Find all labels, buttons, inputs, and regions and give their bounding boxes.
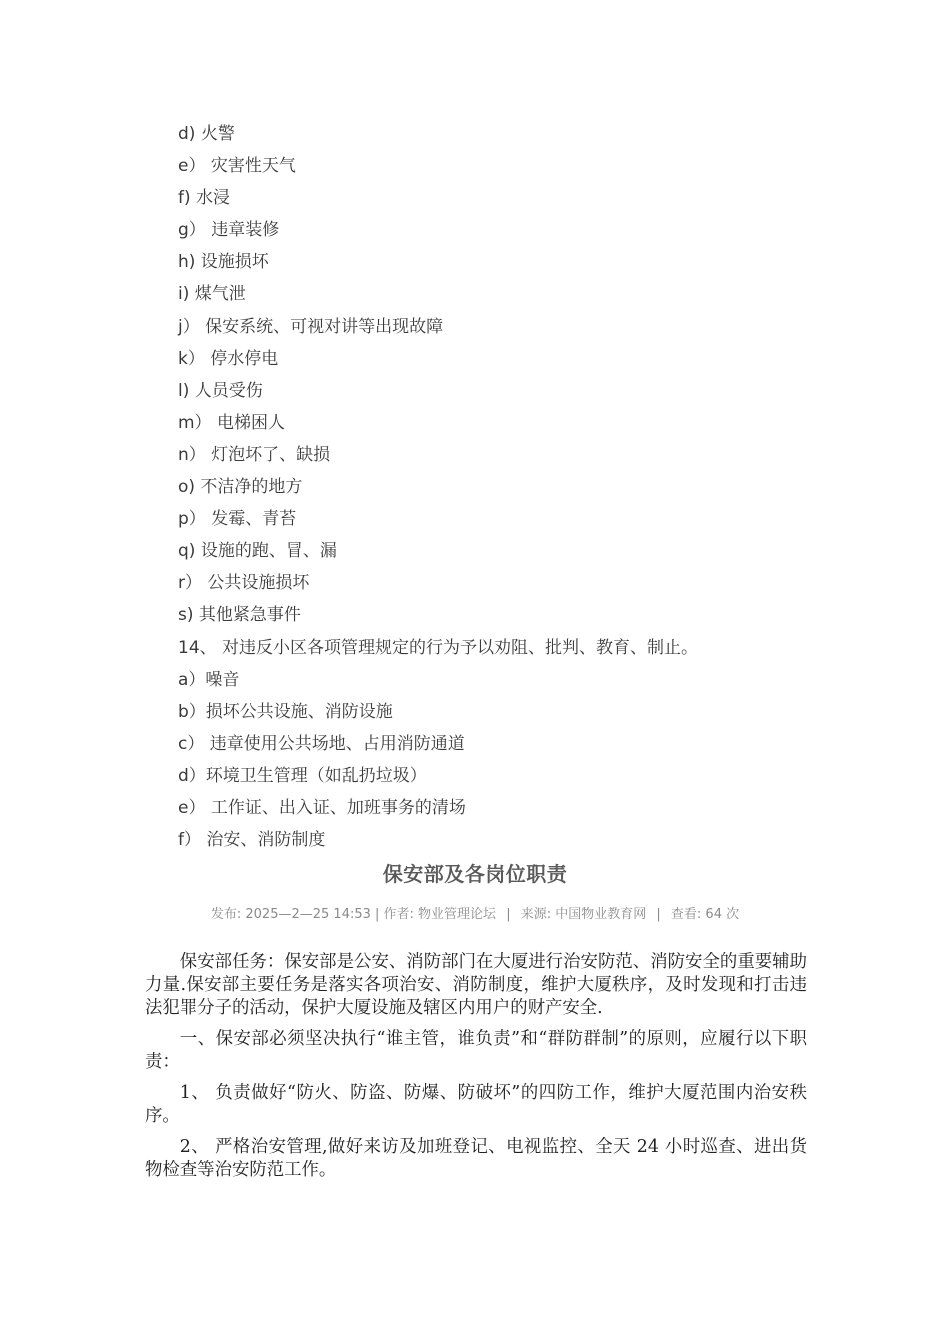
list-item: j） 保安系统、可视对讲等出现故障 bbox=[178, 316, 444, 337]
list-item: p） 发霉、青苔 bbox=[178, 509, 297, 530]
list-item: f) 水浸 bbox=[178, 188, 231, 209]
article-body bbox=[145, 951, 807, 1190]
list-item: l) 人员受伤 bbox=[178, 380, 263, 401]
list-item: m） 电梯困人 bbox=[178, 412, 285, 433]
list-item: b）损坏公共设施、消防设施 bbox=[178, 701, 393, 722]
list-item: h) 设施损坏 bbox=[178, 252, 269, 273]
list-item: i) 煤气泄 bbox=[178, 284, 246, 305]
list-item: k） 停水停电 bbox=[178, 348, 279, 369]
article-meta bbox=[0, 903, 950, 922]
article-title: 保安部及各岗位职责 bbox=[382, 862, 568, 886]
list-item: g） 违章装修 bbox=[178, 220, 280, 241]
list-item: q) 设施的跑、冒、漏 bbox=[178, 541, 337, 562]
meta-separator: | bbox=[656, 907, 661, 922]
meta-separator: | bbox=[506, 907, 511, 922]
list-item: r） 公共设施损坏 bbox=[178, 573, 310, 594]
list-item: e） 灾害性天气 bbox=[178, 156, 296, 177]
list-item: n） 灯泡坏了、缺损 bbox=[178, 444, 331, 465]
list-item: e） 工作证、出入证、加班事务的清场 bbox=[178, 797, 466, 818]
list-item: c） 违章使用公共场地、占用消防通道 bbox=[178, 733, 465, 754]
paragraph: 保安部任务：保安部是公安、消防部门在大厦进行治安防范、消防安全的重要辅助力量.保安部主要任务是落实各项治安、消防制度，维护大厦秩序，及时发现和打击违法犯罪分子的活动，保护大厦设施及辖区内用户的财产安全. bbox=[145, 952, 807, 1018]
list-item: f） 治安、消防制度 bbox=[178, 830, 326, 851]
list-item: s) 其他紧急事件 bbox=[178, 605, 301, 626]
meta-source: 来源: 中国物业教育网 bbox=[520, 907, 647, 922]
emergency-list bbox=[178, 118, 818, 856]
list-item: 14、 对违反小区各项管理规定的行为予以劝阻、批判、教育、制止。 bbox=[178, 637, 699, 658]
list-item: d) 火警 bbox=[178, 124, 235, 144]
paragraph: 2、 严格治安管理,做好来访及加班登记、电视监控、全天 24 小时巡查、进出货物检查等治安防范工作。 bbox=[145, 1137, 807, 1180]
paragraph: 一、保安部必须坚决执行“谁主管，谁负责”和“群防群制”的原则，应履行以下职责： bbox=[145, 1029, 807, 1072]
meta-published: 发布: 2025—2—25 14:53 | bbox=[210, 907, 380, 922]
list-item: d）环境卫生管理（如乱扔垃圾） bbox=[178, 765, 427, 786]
meta-author: 作者: 物业管理论坛 bbox=[383, 907, 497, 922]
list-item: a）噪音 bbox=[178, 669, 240, 690]
list-item: o) 不洁净的地方 bbox=[178, 477, 303, 498]
paragraph: 1、 负责做好“防火、防盗、防爆、防破坏”的四防工作，维护大厦范围内治安秩序。 bbox=[145, 1083, 807, 1126]
meta-views: 查看: 64 次 bbox=[670, 907, 740, 922]
